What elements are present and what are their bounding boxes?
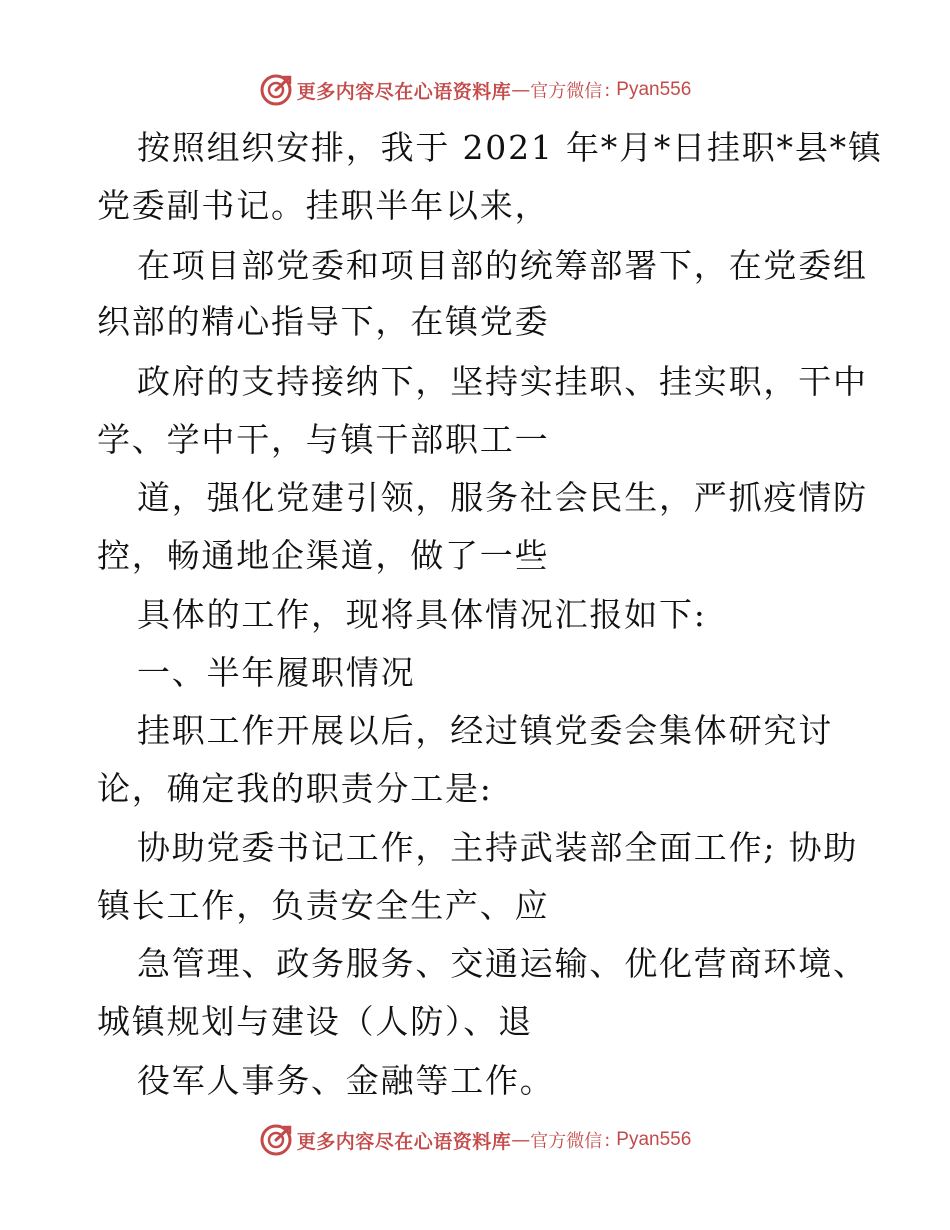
logo-icon bbox=[259, 73, 293, 107]
banner-subtitle: 官方微信 bbox=[530, 1131, 603, 1152]
banner-colon: : bbox=[604, 79, 611, 101]
footer-banner bbox=[0, 1120, 950, 1160]
text-line: 控，畅通地企渠道，做了一些 bbox=[97, 536, 550, 575]
text-line: 党委副书记。挂职半年以来， bbox=[97, 186, 550, 225]
banner-dash: — bbox=[511, 1129, 531, 1151]
banner-wechat-id: Pyan556 bbox=[616, 79, 692, 100]
text-line: 城镇规划与建设（人防）、退 bbox=[97, 1002, 533, 1041]
text-line: 在项目部党委和项目部的统筹部署下，在党委组 bbox=[137, 246, 868, 285]
text-line: 役军人事务、金融等工作。 bbox=[137, 1061, 555, 1100]
header-banner bbox=[0, 70, 950, 110]
banner-title: 更多内容尽在心语资料库 bbox=[296, 80, 512, 103]
text-line: 织部的精心指导下，在镇党委 bbox=[97, 302, 550, 341]
banner-wechat-id: Pyan556 bbox=[616, 1129, 692, 1150]
text-line: 具体的工作，现将具体情况汇报如下: bbox=[137, 595, 707, 634]
banner-subtitle: 官方微信 bbox=[530, 81, 603, 102]
text-line: 道，强化党建引领，服务社会民生，严抓疫情防 bbox=[137, 478, 868, 517]
text-line: 论，确定我的职责分工是: bbox=[97, 769, 493, 808]
text-line: 协助党委书记工作，主持武装部全面工作; 协助 bbox=[137, 828, 859, 867]
text-line: 学、学中干，与镇干部职工一 bbox=[97, 420, 550, 459]
text-line: 挂职工作开展以后，经过镇党委会集体研究讨 bbox=[137, 711, 833, 750]
text-line: 急管理、政务服务、交通运输、优化营商环境、 bbox=[137, 944, 868, 983]
banner-dash: — bbox=[511, 79, 531, 101]
text-line: 镇长工作，负责安全生产、应 bbox=[97, 886, 550, 925]
banner-title: 更多内容尽在心语资料库 bbox=[296, 1130, 512, 1153]
section-heading: 一、半年履职情况 bbox=[137, 653, 416, 692]
banner-colon: : bbox=[604, 1129, 611, 1151]
text-line: 政府的支持接纳下，坚持实挂职、挂实职，干中 bbox=[137, 362, 868, 401]
logo-icon bbox=[259, 1123, 293, 1157]
text-line: 按照组织安排，我于 2021 年*月*日挂职*县*镇 bbox=[137, 128, 883, 167]
